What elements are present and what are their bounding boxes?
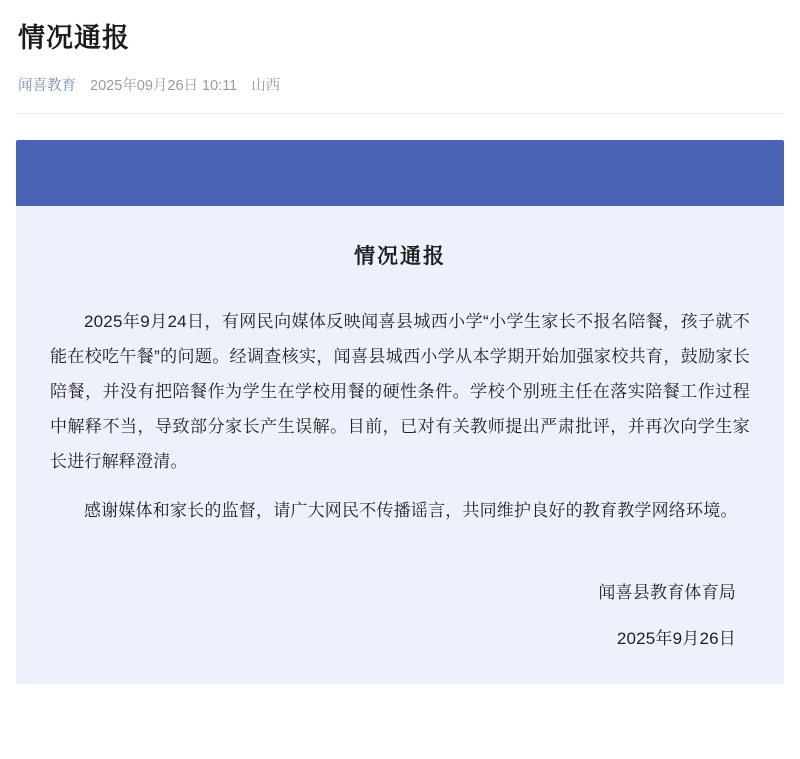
article-timestamp: 2025年09月26日 10:11 [90, 78, 238, 94]
article-page [0, 18, 800, 759]
notice-signature [50, 576, 750, 656]
signature-date: 2025年9月26日 [616, 629, 736, 648]
notice-paragraph: 2025年9月24日，有网民向媒体反映闻喜县城西小学“小学生家长不报名陪餐，孩子就不能在校吃午餐”的问题。经调查核实，闻喜县城西小学从本学期开始加强家校共育，鼓励家长陪餐，并没有把陪餐作为学生在学校用餐的硬性条件。学校个别班主任在落实陪餐工作过程中解释不当，导致部分家长产生误解。目前，已对有关教师提出严肃批评，并再次向学生家长进行解释澄清。 [50, 312, 750, 471]
article-source[interactable]: 闻喜教育 [18, 78, 76, 94]
notice-paragraph: 感谢媒体和家长的监督，请广大网民不传播谣言，共同维护良好的教育教学网络环境。 [84, 501, 738, 520]
notice-body [16, 206, 784, 684]
header-divider [16, 113, 784, 114]
page-title: 情况通报 [18, 23, 130, 53]
signature-organization: 闻喜县教育体育局 [598, 583, 736, 602]
notice-header-band [16, 140, 784, 206]
article-location: 山西 [251, 78, 281, 94]
article-meta [16, 74, 784, 95]
notice-card [16, 140, 784, 684]
notice-heading: 情况通报 [354, 245, 446, 268]
